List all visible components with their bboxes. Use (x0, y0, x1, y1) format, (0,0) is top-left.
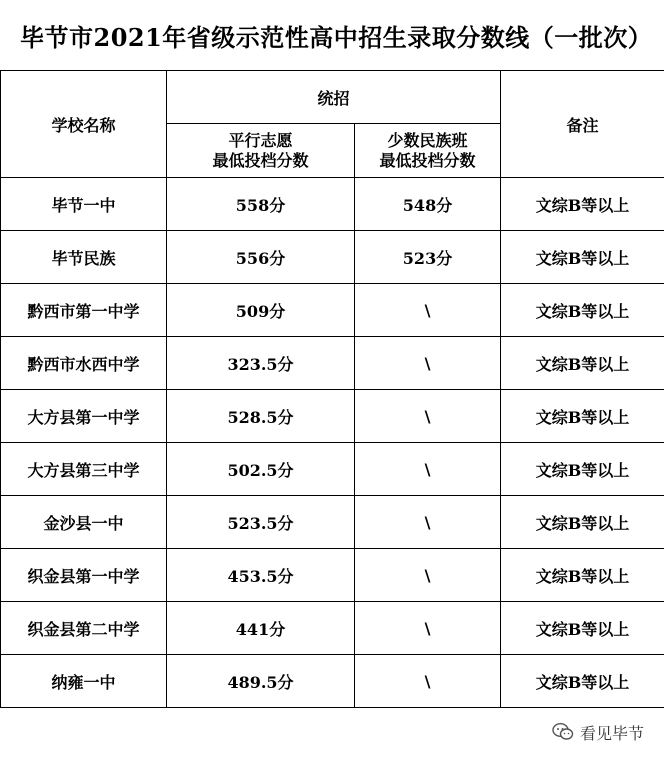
header-unified: 统招 (167, 71, 501, 124)
table-row (1, 178, 664, 231)
cell-parallel-score: 323.5分 (167, 337, 355, 390)
cell-ethnic-score: \ (355, 549, 501, 602)
table-row (1, 496, 664, 549)
cell-remark: 文综B等以上 (501, 549, 664, 602)
header-ethnic-line1: 少数民族班 (387, 130, 468, 150)
cell-remark: 文综B等以上 (501, 231, 664, 284)
cell-school: 金沙县一中 (1, 496, 167, 549)
cell-parallel-score: 453.5分 (167, 549, 355, 602)
cell-ethnic-score: \ (355, 602, 501, 655)
header-ethnic (355, 124, 501, 178)
cell-ethnic-score: \ (355, 443, 501, 496)
cell-remark: 文综B等以上 (501, 443, 664, 496)
header-remark: 备注 (501, 71, 664, 178)
cell-school: 毕节民族 (1, 231, 167, 284)
table-row (1, 284, 664, 337)
cell-parallel-score: 558分 (167, 178, 355, 231)
header-parallel-line1: 平行志愿 (228, 130, 293, 150)
cell-remark: 文综B等以上 (501, 284, 664, 337)
watermark-text: 看见毕节 (579, 723, 644, 743)
cell-ethnic-score: \ (355, 337, 501, 390)
table-body (1, 178, 664, 708)
table-row (1, 390, 664, 443)
cell-parallel-score: 489.5分 (167, 655, 355, 708)
cell-ethnic-score: \ (355, 655, 501, 708)
header-row-1 (1, 71, 664, 124)
watermark (552, 720, 644, 744)
header-parallel-line2: 最低投档分数 (212, 150, 309, 170)
table-row (1, 549, 664, 602)
table-row (1, 655, 664, 708)
cell-school: 大方县第三中学 (1, 443, 167, 496)
score-table (0, 70, 664, 708)
cell-parallel-score: 523.5分 (167, 496, 355, 549)
cell-school: 织金县第二中学 (1, 602, 167, 655)
header-school-name: 学校名称 (1, 71, 167, 178)
cell-parallel-score: 528.5分 (167, 390, 355, 443)
cell-ethnic-score: \ (355, 284, 501, 337)
cell-parallel-score: 509分 (167, 284, 355, 337)
cell-remark: 文综B等以上 (501, 178, 664, 231)
cell-ethnic-score: \ (355, 390, 501, 443)
wechat-icon (552, 722, 574, 742)
cell-ethnic-score: 523分 (355, 231, 501, 284)
cell-parallel-score: 556分 (167, 231, 355, 284)
cell-ethnic-score: \ (355, 496, 501, 549)
cell-ethnic-score: 548分 (355, 178, 501, 231)
table-row (1, 443, 664, 496)
cell-school: 黔西市第一中学 (1, 284, 167, 337)
cell-school: 毕节一中 (1, 178, 167, 231)
page-title: 毕节市2021年省级示范性高中招生录取分数线（一批次） (20, 22, 653, 52)
cell-remark: 文综B等以上 (501, 496, 664, 549)
table-row (1, 602, 664, 655)
cell-remark: 文综B等以上 (501, 337, 664, 390)
cell-remark: 文综B等以上 (501, 655, 664, 708)
cell-remark: 文综B等以上 (501, 390, 664, 443)
table-row (1, 231, 664, 284)
header-parallel (167, 124, 355, 178)
cell-school: 织金县第一中学 (1, 549, 167, 602)
cell-remark: 文综B等以上 (501, 602, 664, 655)
cell-parallel-score: 502.5分 (167, 443, 355, 496)
header-ethnic-line2: 最低投档分数 (379, 150, 476, 170)
cell-school: 黔西市水西中学 (1, 337, 167, 390)
cell-parallel-score: 441分 (167, 602, 355, 655)
table-row (1, 337, 664, 390)
cell-school: 大方县第一中学 (1, 390, 167, 443)
cell-school: 纳雍一中 (1, 655, 167, 708)
